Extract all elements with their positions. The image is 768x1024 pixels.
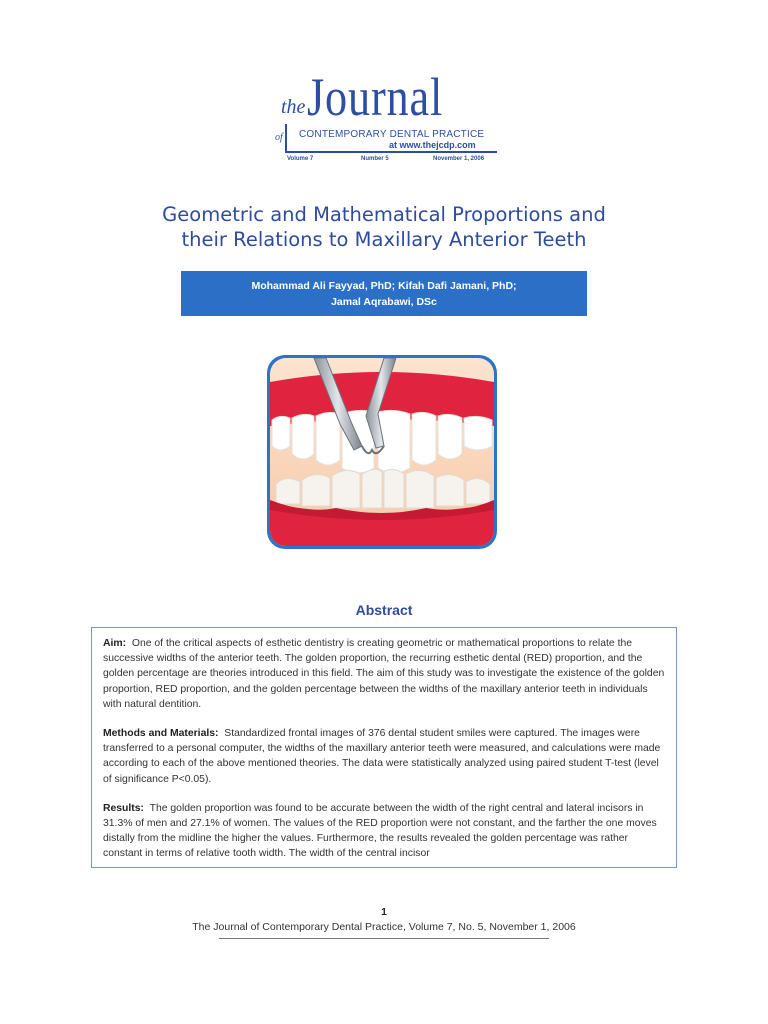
authors-line-1: Mohammad Ali Fayyad, PhD; Kifah Dafi Jamani, PhD;	[251, 280, 517, 292]
abstract-results	[103, 801, 666, 862]
masthead-rule-horizontal	[285, 151, 497, 153]
abstract-heading: Abstract	[355, 602, 413, 618]
article-title-line-2: their Relations to Maxillary Anterior Teeth	[181, 228, 587, 251]
aim-label: Aim:	[103, 638, 127, 649]
abstract-methods	[103, 726, 666, 787]
dental-forceps-illustration	[266, 354, 498, 550]
masthead-website: at www.thejcdp.com	[389, 140, 476, 150]
masthead-journal-name: CONTEMPORARY DENTAL PRACTICE	[299, 129, 485, 140]
author-banner	[181, 271, 587, 316]
aim-text: One of the critical aspects of esthetic dentistry is creating geometric or mathematical proportions to relate the successive widths of the anterior teeth. The golden proportion, the recurring esthetic dental (RED) proportion, and the golden percentage are theories introduced in this field. The aim of this study was to investigate the existence of the golden proportion, RED proportion, and the golden percentage between the widths of the maxillary anterior teeth in individuals with natural dentition.	[103, 638, 665, 710]
masthead-journal: Journal	[307, 67, 444, 127]
masthead-date: November 1, 2006	[433, 156, 485, 162]
authors-line-2: Jamal Aqrabawi, DSc	[331, 296, 437, 308]
abstract-aim	[103, 636, 666, 712]
masthead-number: Number 5	[361, 156, 389, 162]
masthead-the: the	[281, 96, 306, 118]
methods-label: Methods and Materials:	[103, 728, 219, 740]
abstract-box	[91, 627, 677, 868]
journal-masthead	[271, 67, 501, 172]
article-title-line-1: Geometric and Mathematical Proportions and	[162, 203, 606, 226]
results-label: Results:	[103, 802, 144, 814]
masthead-rule-vertical	[285, 124, 287, 152]
methods-text: Standardized frontal images of 376 dental student smiles were captured. The images were transferred to a personal computer, the widths of the maxillary anterior teeth were measured, and calculations were made according to each of the above mentioned theories. The data were statistically analyzed using paired student T-test (level of significance P<0.05).	[103, 728, 661, 785]
results-text: The golden proportion was found to be accurate between the width of the right central and lateral incisors in 31.3% of men and 27.1% of women. The values of the RED proportion were not constant, and the farther the one moves distally from the midline the higher the values. Furthermore, the results revealed the golden percentage was rather constant in terms of relative tooth width. The width of the central incisor	[103, 802, 657, 860]
article-title	[60, 202, 708, 252]
masthead-of: of	[275, 132, 283, 143]
masthead-volume: Volume 7	[287, 156, 314, 162]
page-number: 1	[381, 907, 387, 918]
footer-rule	[219, 938, 549, 939]
footer-citation: The Journal of Contemporary Dental Practice, Volume 7, No. 5, November 1, 2006	[192, 921, 576, 933]
